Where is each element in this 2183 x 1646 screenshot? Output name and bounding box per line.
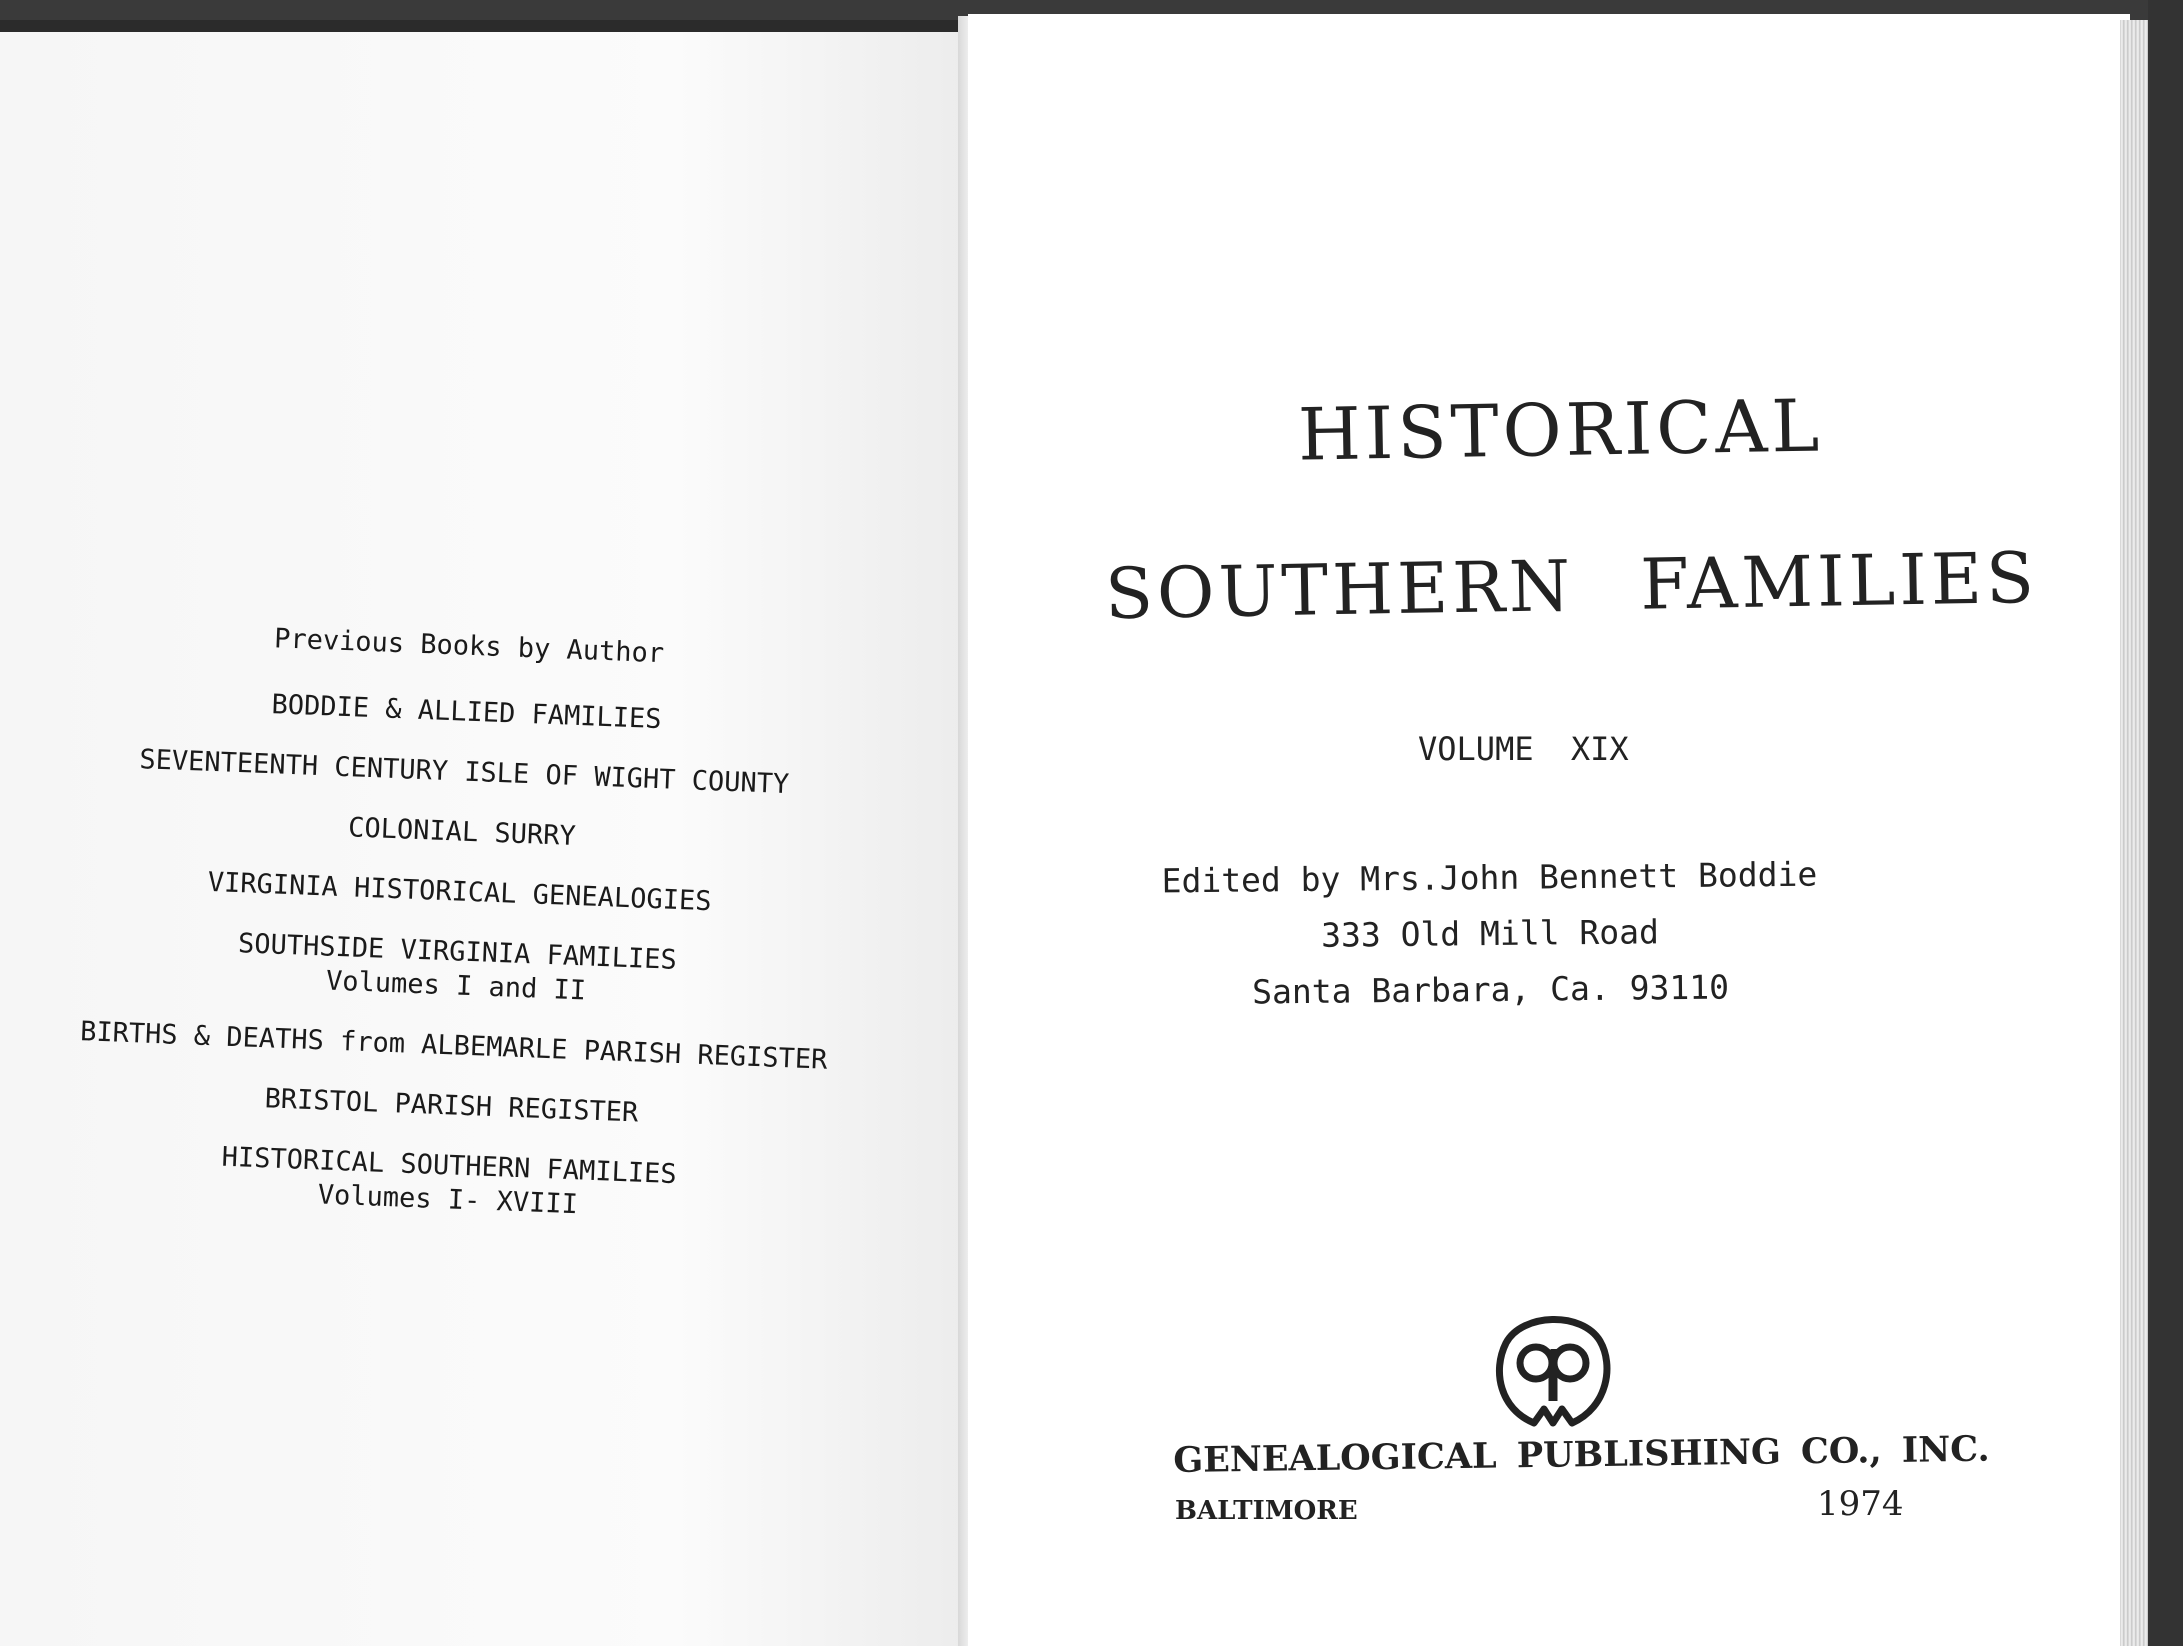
book-title: SEVENTEENTH CENTURY ISLE OF WIGHT COUNTY xyxy=(138,744,790,801)
publication-year: 1974 xyxy=(1817,1484,1904,1524)
book-subtitle: Volumes I- XVIII xyxy=(317,1179,579,1221)
previous-books-list xyxy=(36,615,879,1259)
page-edges xyxy=(2120,20,2148,1646)
book-title: BRISTOL PARISH REGISTER xyxy=(264,1083,639,1129)
gp-publisher-logo-icon xyxy=(1490,1305,1616,1431)
editor-street: 333 Old Mill Road xyxy=(1320,912,1660,955)
book-item xyxy=(54,740,875,805)
book-subtitle: Volumes I and II xyxy=(325,965,587,1007)
book-item xyxy=(56,680,877,745)
book-title: BODDIE & ALLIED FAMILIES xyxy=(271,689,663,736)
book-title: SOUTHSIDE VIRGINIA FAMILIES xyxy=(237,928,678,976)
book-item xyxy=(46,920,868,1019)
editor-city: Santa Barbara, Ca. 93110 xyxy=(1251,967,1730,1012)
book-title: HISTORICAL SOUTHERN FAMILIES xyxy=(221,1141,678,1191)
publisher-city: BALTIMORE xyxy=(1175,1496,1358,1526)
book-item xyxy=(43,1014,864,1079)
editor-name: Edited by Mrs.John Bennett Boddie xyxy=(1161,854,1818,901)
book-title: BIRTHS & DEATHS from ALBEMARLE PARISH REGISTER xyxy=(79,1016,828,1076)
book-title: VIRGINIA HISTORICAL GENEALOGIES xyxy=(207,866,713,918)
volume-label: VOLUME XIX xyxy=(1418,730,1629,768)
book-cover-right xyxy=(2148,0,2183,1646)
book-item xyxy=(49,860,870,925)
book-item xyxy=(37,1134,859,1233)
title-line-1: HISTORICAL xyxy=(1297,383,1824,477)
title-line-2: SOUTHERN FAMILIES xyxy=(1104,536,2039,636)
previous-books-heading: Previous Books by Author xyxy=(273,623,665,670)
book-title: COLONIAL SURRY xyxy=(347,812,577,852)
book-item xyxy=(52,800,873,865)
publisher-name: GENEALOGICAL PUBLISHING CO., INC. xyxy=(1173,1428,1990,1481)
editor-block xyxy=(1159,847,1821,1022)
book-item xyxy=(41,1074,862,1139)
